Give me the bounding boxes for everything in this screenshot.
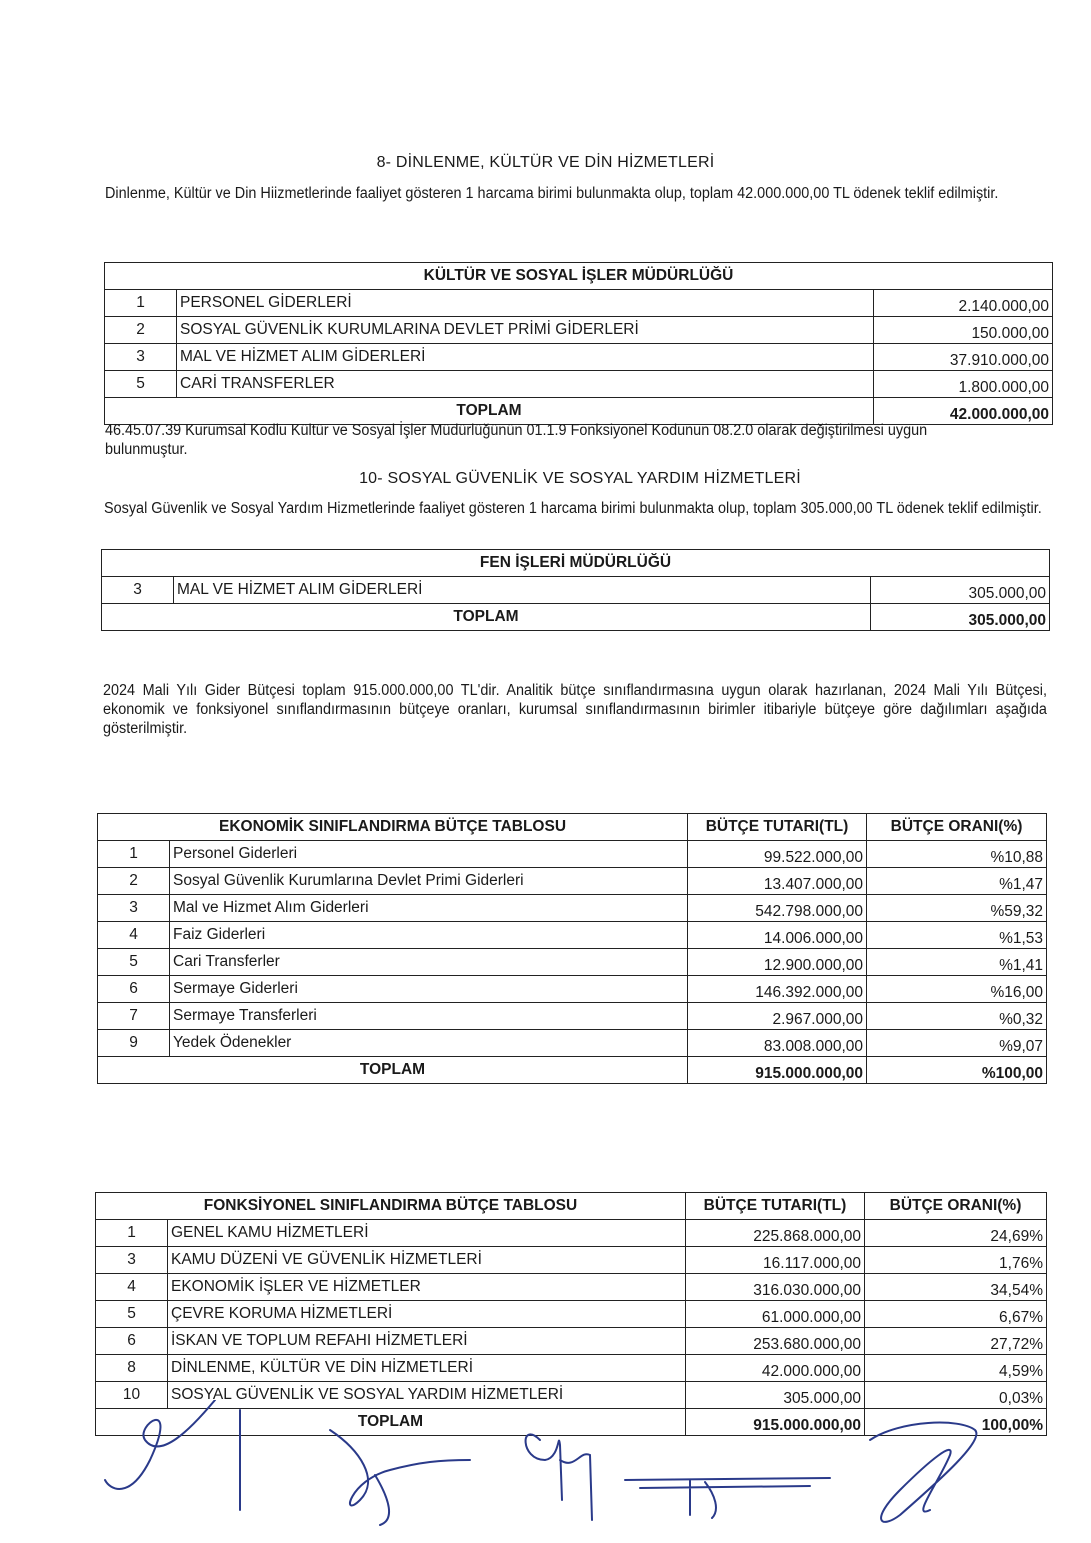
row-name: MAL VE HİZMET ALIM GİDERLERİ [174,577,871,604]
row-amount: 13.407.000,00 [688,868,867,895]
row-code: 10 [96,1382,168,1409]
row-ratio: 0,03% [865,1382,1047,1409]
row-name: Sermaye Giderleri [170,976,688,1003]
row-name: DİNLENME, KÜLTÜR VE DİN HİZMETLERİ [168,1355,686,1382]
row-code: 1 [105,290,177,317]
kultur-table [104,262,1053,425]
row-ratio: 1,76% [865,1247,1047,1274]
row-name: EKONOMİK İŞLER VE HİZMETLER [168,1274,686,1301]
row-name: Sermaye Transferleri [170,1003,688,1030]
row-amount: 2.967.000,00 [688,1003,867,1030]
row-amount: 12.900.000,00 [688,949,867,976]
row-name: Cari Transferler [170,949,688,976]
section-10-text: Sosyal Güvenlik ve Sosyal Yardım Hizmetlerinde faaliyet gösteren 1 harcama birimi bulunmakta olup, toplam 305.000,00 TL ödenek teklif edilmiştir. [104,500,1042,517]
row-code: 2 [98,868,170,895]
row-name: SOSYAL GÜVENLİK KURUMLARINA DEVLET PRİMİ GİDERLERİ [177,317,874,344]
table-row [98,895,1047,922]
row-code: 9 [98,1030,170,1057]
functional-col-ratio: BÜTÇE ORANI(%) [865,1193,1047,1220]
row-amount: 99.522.000,00 [688,841,867,868]
row-ratio: %10,88 [867,841,1047,868]
table-row [98,976,1047,1003]
row-code: 8 [96,1355,168,1382]
total-row [102,604,1050,631]
row-amount: 83.008.000,00 [688,1030,867,1057]
table-row [96,1220,1047,1247]
section-8-text: Dinlenme, Kültür ve Din Hiizmetlerinde faaliyet gösteren 1 harcama birimi bulunmakta olup, toplam 42.000.000,00 TL ödenek teklif edilmiştir. [105,185,999,202]
economic-col-ratio: BÜTÇE ORANI(%) [867,814,1047,841]
row-ratio: 4,59% [865,1355,1047,1382]
row-code: 7 [98,1003,170,1030]
row-name: SOSYAL GÜVENLİK VE SOSYAL YARDIM HİZMETLERİ [168,1382,686,1409]
total-row [98,1057,1047,1084]
row-amount: 542.798.000,00 [688,895,867,922]
row-name: Faiz Giderleri [170,922,688,949]
table-row [98,841,1047,868]
row-code: 3 [98,895,170,922]
table-row [102,577,1050,604]
functional-table-title: FONKSİYONEL SINIFLANDIRMA BÜTÇE TABLOSU [96,1193,686,1220]
row-code: 4 [96,1274,168,1301]
row-name: Personel Giderleri [170,841,688,868]
summary-text: 2024 Mali Yılı Gider Bütçesi toplam 915.000.000,00 TL'dir. Analitik bütçe sınıflandırmasına uygun olarak hazırlanan, 2024 Mali Yılı Bütçesi, ekonomik ve fonksiyonel sınıflandırmasının bütçeye oranları, kurumsal sınıflandırmasının birimler itibariyle bütçeye göre dağılımları aşağıda gösterilmiştir. [103,682,1047,737]
row-code: 6 [98,976,170,1003]
row-amount: 16.117.000,00 [686,1247,865,1274]
row-amount: 14.006.000,00 [688,922,867,949]
row-name: İSKAN VE TOPLUM REFAHI HİZMETLERİ [168,1328,686,1355]
row-ratio: %59,32 [867,895,1047,922]
row-code: 5 [96,1301,168,1328]
table-row [96,1328,1047,1355]
total-amount: 915.000.000,00 [686,1409,865,1436]
table-row [96,1301,1047,1328]
row-ratio: %9,07 [867,1030,1047,1057]
table-row [98,922,1047,949]
row-amount: 225.868.000,00 [686,1220,865,1247]
row-code: 3 [96,1247,168,1274]
row-amount: 305.000,00 [686,1382,865,1409]
section-8-heading: 8- DİNLENME, KÜLTÜR VE DİN HİZMETLERİ [376,154,715,171]
table-row [96,1274,1047,1301]
row-amount: 2.140.000,00 [874,290,1053,317]
row-amount: 37.910.000,00 [874,344,1053,371]
row-code: 1 [96,1220,168,1247]
row-amount: 150.000,00 [874,317,1053,344]
table-row [105,371,1053,398]
section-10-heading: 10- SOSYAL GÜVENLİK VE SOSYAL YARDIM HİZMETLERİ [359,470,801,487]
total-amount: 42.000.000,00 [874,398,1053,425]
signature-1 [105,1400,240,1510]
row-ratio: %1,53 [867,922,1047,949]
table-row [105,344,1053,371]
row-name: Sosyal Güvenlik Kurumlarına Devlet Primi Giderleri [170,868,688,895]
row-code: 1 [98,841,170,868]
signatures-drawing [0,1400,1091,1543]
row-ratio: %0,32 [867,1003,1047,1030]
fen-table-title: FEN İŞLERİ MÜDÜRLÜĞÜ [102,550,1050,577]
fen-table [101,549,1050,631]
total-label: TOPLAM [102,604,871,631]
functional-col-amount: BÜTÇE TUTARI(TL) [686,1193,865,1220]
row-name: CARİ TRANSFERLER [177,371,874,398]
signature-2 [330,1430,470,1525]
economic-col-amount: BÜTÇE TUTARI(TL) [688,814,867,841]
total-label: TOPLAM [96,1409,686,1436]
row-name: PERSONEL GİDERLERİ [177,290,874,317]
row-ratio: %1,47 [867,868,1047,895]
row-amount: 61.000.000,00 [686,1301,865,1328]
row-amount: 316.030.000,00 [686,1274,865,1301]
table-row [96,1247,1047,1274]
row-ratio: %16,00 [867,976,1047,1003]
row-amount: 146.392.000,00 [688,976,867,1003]
row-ratio: 34,54% [865,1274,1047,1301]
row-name: Mal ve Hizmet Alım Giderleri [170,895,688,922]
row-code: 6 [96,1328,168,1355]
row-ratio: 27,72% [865,1328,1047,1355]
economic-table-title: EKONOMİK SINIFLANDIRMA BÜTÇE TABLOSU [98,814,688,841]
economic-table [97,813,1047,1084]
row-name: KAMU DÜZENİ VE GÜVENLİK HİZMETLERİ [168,1247,686,1274]
row-ratio: %1,41 [867,949,1047,976]
row-amount: 305.000,00 [871,577,1050,604]
total-amount: 915.000.000,00 [688,1057,867,1084]
signature-4 [625,1478,830,1518]
section-8-note: 46.45.07.39 Kurumsal Kodlu Kültür ve Sosyal İşler Müdürlüğünün 01.1.9 Fonksiyonel Kodunun 08.2.0 olarak değiştirilmesi uygun bulunmuştur. [105,422,928,458]
row-name: ÇEVRE KORUMA HİZMETLERİ [168,1301,686,1328]
row-code: 2 [105,317,177,344]
row-code: 3 [105,344,177,371]
signature-5 [870,1423,976,1522]
table-row [96,1355,1047,1382]
table-row [105,317,1053,344]
kultur-table-title: KÜLTÜR VE SOSYAL İŞLER MÜDÜRLÜĞÜ [105,263,1053,290]
row-code: 5 [98,949,170,976]
table-row [105,290,1053,317]
row-ratio: 6,67% [865,1301,1047,1328]
row-code: 3 [102,577,174,604]
signature-3 [526,1434,592,1520]
row-name: Yedek Ödenekler [170,1030,688,1057]
row-name: MAL VE HİZMET ALIM GİDERLERİ [177,344,874,371]
table-row [98,1030,1047,1057]
table-row [98,1003,1047,1030]
total-label: TOPLAM [98,1057,688,1084]
row-code: 4 [98,922,170,949]
row-amount: 253.680.000,00 [686,1328,865,1355]
table-row [98,949,1047,976]
total-ratio: %100,00 [867,1057,1047,1084]
total-label: TOPLAM [105,398,874,425]
table-row [98,868,1047,895]
row-name: GENEL KAMU HİZMETLERİ [168,1220,686,1247]
row-ratio: 24,69% [865,1220,1047,1247]
row-code: 5 [105,371,177,398]
row-amount: 1.800.000,00 [874,371,1053,398]
total-amount: 305.000,00 [871,604,1050,631]
total-ratio: 100,00% [865,1409,1047,1436]
row-amount: 42.000.000,00 [686,1355,865,1382]
